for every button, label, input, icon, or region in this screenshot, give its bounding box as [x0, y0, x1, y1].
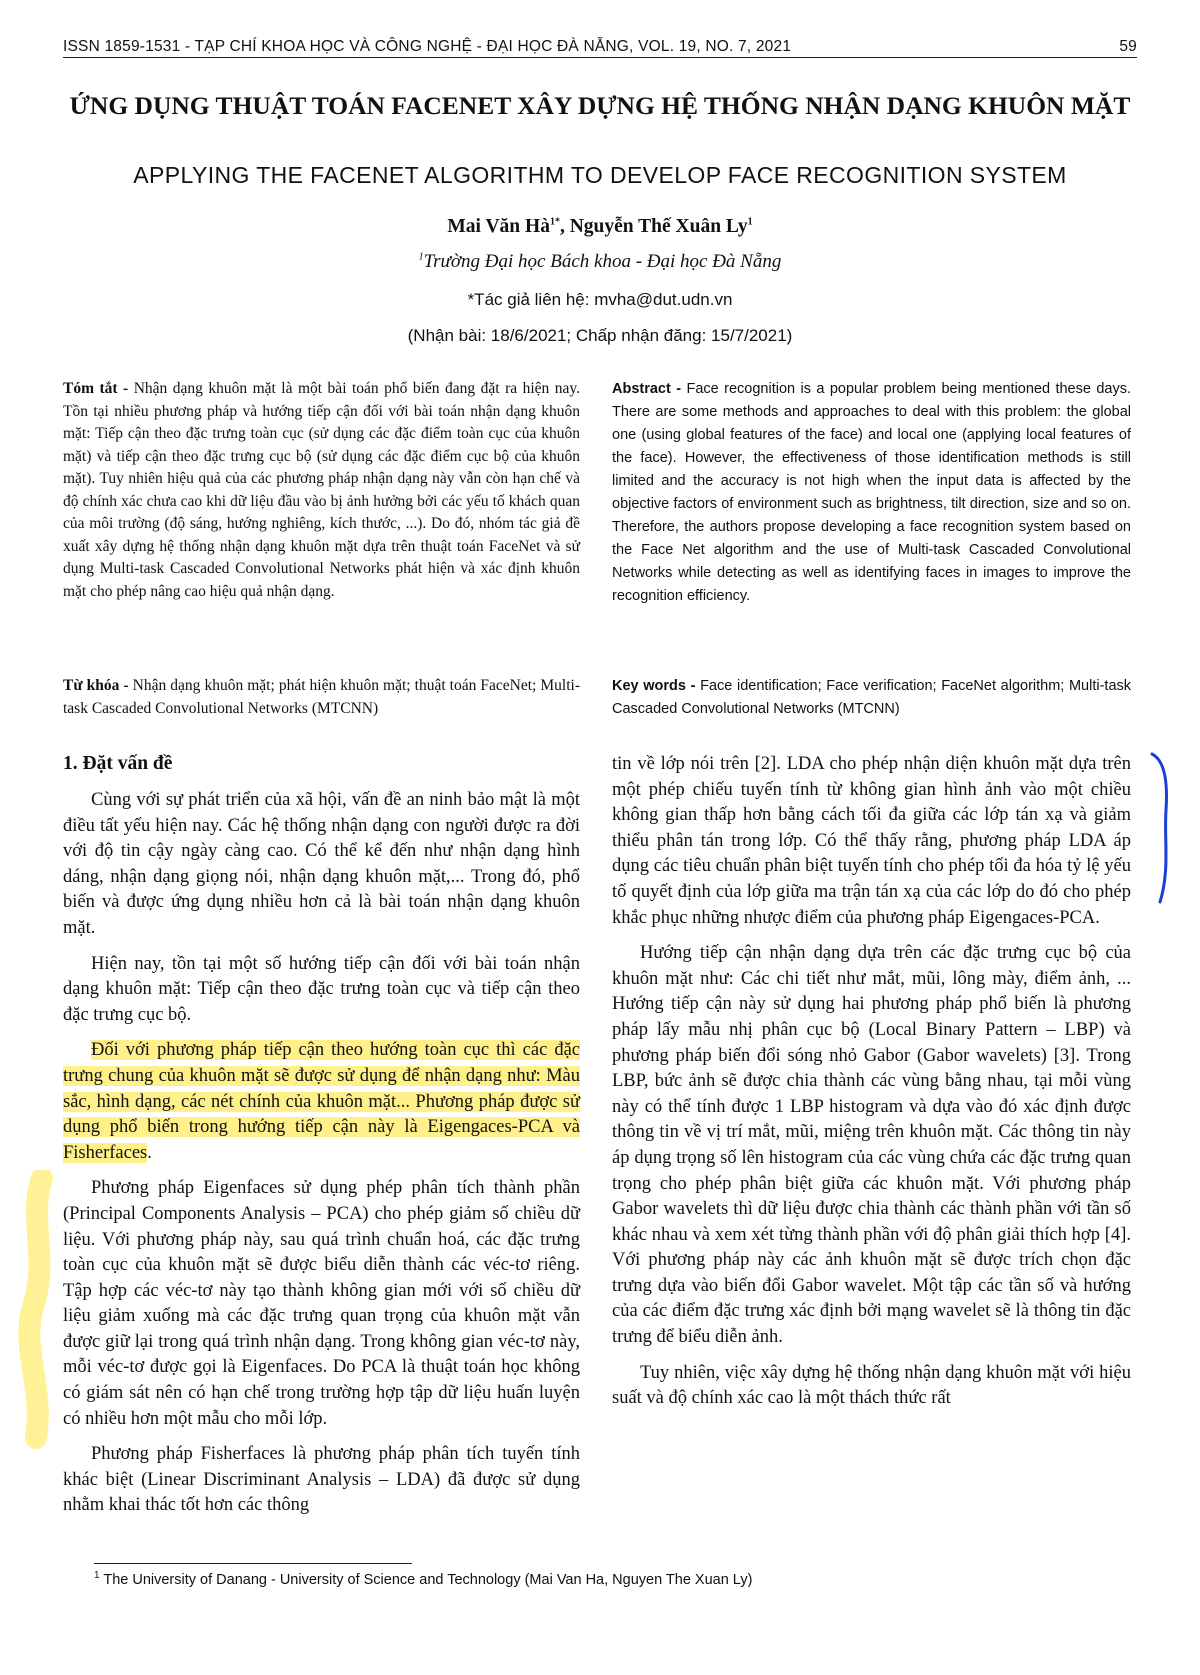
author-line — [63, 216, 1137, 238]
paragraph-6: tin về lớp nói trên [2]. LDA cho phép nhận diện khuôn mặt dựa trên một phép chiếu tuyến tính từ không gian hình ảnh vào một chiều không gian thấp hơn bằng cách tối đa giữa các lớp tán xạ và giảm thiểu phân tán trong lớp. Có thể thấy rằng, phương pháp LDA áp dụng các tiêu chuẩn phân biệt tuyến tính cho phép tối đa hóa tỷ lệ yếu tố quyết định của lớp giữa ma trận tán xạ của các lớp do đó cho phép khắc phục những nhược điểm của phương pháp Eigengaces-PCA. — [612, 754, 1131, 928]
paragraph-7: Hướng tiếp cận nhận dạng dựa trên các đặc trưng cục bộ của khuôn mặt như: Các chi tiết như mắt, mũi, lông mày, điểm ảnh, ... Hướng tiếp cận này sử dụng hai phương pháp phổ biến là phương pháp lấy mẫu nhị phân cục bộ (Local Binary Pattern – LBP) và phương pháp biến đổi sóng nhỏ Gabor (Gabor wavelets) [3]. Trong LBP, bức ảnh sẽ được chia thành các vùng bằng nhau, tại mỗi vùng này có thể tính được 1 LBP histogram và dựa vào đó xác định được thông tin về vị trí mắt, mũi, miệng trên khuôn mặt. Các thông tin này áp dụng trọng số lên histogram của các vùng chứa các đặc trưng quan trọng cho phép phân biệt giữa các khuôn mặt. Với phương pháp Gabor wavelets thì dữ liệu được chia thành các thành phần với tần số khác nhau và xem xét từng thành phần với độ phân giải thích hợp [4]. Với phương pháp này các ảnh khuôn mặt sẽ được trích chọn đặc trưng dựa vào biến đổi Gabor wavelet. Một tập các tần số và hướng của các điểm đặc trưng xác định bởi mạng wavelet sẽ là thông tin đặc trưng để biểu diễn ảnh. — [612, 943, 1131, 1348]
paragraph-3-end: . — [147, 1142, 152, 1163]
highlighted-text: Đối với phương pháp tiếp cận theo hướng toàn cục thì các đặc trưng chung của khuôn mặt sẽ được sử dụng để nhận dạng như: Màu sắc, hình dạng, các nét chính của khuôn mặt... Phương pháp được sử dụng phổ biến trong hướng tiếp cận này là Eigengaces-PCA và Fisherfaces — [63, 1040, 580, 1163]
footnote-text: The University of Danang - University of Science and Technology (Mai Van Ha, Nguyen The Xuan Ly) — [103, 1572, 753, 1588]
keywords-en-label: Key words - — [612, 678, 696, 694]
running-header — [63, 32, 1137, 56]
journal-info: ISSN 1859-1531 - TẠP CHÍ KHOA HỌC VÀ CÔNG NGHỆ - ĐẠI HỌC ĐÀ NẴNG, VOL. 19, NO. 7, 2021 — [63, 38, 792, 55]
paragraph-5: Phương pháp Fisherfaces là phương pháp phân tích tuyến tính khác biệt (Linear Discriminant Analysis – LDA) đã được sử dụng nhằm khai thác tốt hơn các thông — [63, 1444, 580, 1516]
affiliation-text: Trường Đại học Bách khoa - Đại học Đà Nẵng — [423, 251, 782, 272]
header-rule — [63, 57, 1137, 58]
footnote — [94, 1572, 1094, 1588]
abstract-en-label: Abstract - — [612, 381, 682, 397]
author-1-sup: 1* — [549, 216, 560, 228]
paragraph-1: Cùng với sự phát triển của xã hội, vấn đề an ninh bảo mật là một điều tất yếu hiện nay. Các hệ thống nhận dạng con người được ra đời với độ tin cậy ngày càng cao. Có thể kể đến như nhận dạng hình dáng, nhận dạng giọng nói, nhận dạng khuôn mặt,... Trong đó, phổ biến và được ứng dụng nhiều hơn cả là bài toán nhận dạng khuôn mặt. — [63, 790, 580, 938]
body-column-left — [63, 752, 580, 1529]
abstract-en-text: Face recognition is a popular problem being mentioned these days. There are some methods and approaches to deal with this problem: the global one (using global features of the face) and local one (applying local features of the face). However, the effectiveness of those identification methods is still limited and the accuracy is not high when the input data is affected by the objective factors of environment such as brightness, tilt direction, size and so on. Therefore, the authors propose developing a face recognition system based on the Face Net algorithm and the use of Multi-task Cascaded Convolutional Networks while detecting as well as identifying faces in images to improve the recognition efficiency. — [612, 381, 1132, 604]
abstract-vietnamese — [63, 378, 580, 603]
paragraph-8: Tuy nhiên, việc xây dựng hệ thống nhận dạng khuôn mặt với hiệu suất và độ chính xác cao là một thách thức rất — [612, 1362, 1131, 1409]
keywords-en-text: Face identification; Face verification; FaceNet algorithm; Multi-task Cascaded Convolutional Networks (MTCNN) — [612, 678, 1132, 717]
blue-pen-bracket-annotation — [1148, 750, 1178, 910]
corresponding-author: *Tác giả liên hệ: mvha@dut.udn.vn — [467, 290, 733, 309]
keywords-vietnamese — [63, 675, 580, 720]
received-dates: (Nhận bài: 18/6/2021; Chấp nhận đăng: 15/7/2021) — [407, 326, 793, 345]
author-2-sup: 1 — [747, 216, 753, 228]
footnote-rule — [94, 1563, 412, 1564]
keywords-vi-text: Nhận dạng khuôn mặt; phát hiện khuôn mặt; thuật toán FaceNet; Multi-task Cascaded Convolutional Networks (MTCNN) — [63, 677, 580, 717]
highlighter-margin-stroke — [10, 1170, 70, 1450]
affiliation-sup: 1 — [418, 251, 424, 263]
page-number: 59 — [1119, 38, 1137, 55]
author-2: , Nguyễn Thế Xuân Ly — [559, 216, 748, 237]
section-heading: 1. Đặt vấn đề — [63, 753, 173, 774]
footnote-sup: 1 — [94, 1570, 100, 1582]
keywords-english — [612, 675, 1131, 721]
abstract-vi-label: Tóm tắt - — [63, 380, 129, 397]
abstract-vi-text: Nhận dạng khuôn mặt là một bài toán phổ biến đang đặt ra hiện nay. Tồn tại nhiều phương pháp và hướng tiếp cận đối với bài toán nhận dạng khuôn mặt: Tiếp cận theo đặc trưng toàn cục (sử dụng các đặc điểm toàn cục của khuôn mặt) và tiếp cận theo đặc trưng cục bộ (sử dụng các đặc điểm cục bộ của khuôn mặt). Tuy nhiên hiệu quả của các phương pháp nhận dạng này vẫn còn hạn chế và độ chính xác chưa cao khi dữ liệu đầu vào bị ảnh hưởng bởi các yếu tố khách quan của môi trường (độ sáng, hướng nghiêng, kích thước, ...). Do đó, nhóm tác giả đề xuất xây dựng hệ thống nhận dạng khuôn mặt dựa trên thuật toán FaceNet và sử dụng Multi-task Cascaded Convolutional Networks phát hiện và xác định khuôn mặt cho phép nâng cao hiệu quả nhận dạng. — [63, 380, 580, 600]
paragraph-2: Hiện nay, tồn tại một số hướng tiếp cận đối với bài toán nhận dạng khuôn mặt: Tiếp cận theo đặc trưng toàn cục và tiếp cận theo đặc trưng cục bộ. — [63, 953, 580, 1025]
keywords-vi-label: Từ khóa - — [63, 677, 129, 694]
title-vietnamese: ỨNG DỤNG THUẬT TOÁN FACENET XÂY DỰNG HỆ THỐNG NHẬN DẠNG KHUÔN MẶT — [69, 91, 1131, 120]
abstract-english — [612, 378, 1131, 608]
author-1: Mai Văn Hà — [447, 216, 550, 237]
title-english: APPLYING THE FACENET ALGORITHM TO DEVELOP FACE RECOGNITION SYSTEM — [133, 162, 1067, 188]
paragraph-3-highlighted — [63, 1038, 580, 1166]
affiliation — [63, 251, 1137, 273]
body-column-right — [612, 752, 1131, 1422]
paragraph-4: Phương pháp Eigenfaces sử dụng phép phân tích thành phần (Principal Components Analysis – PCA) cho phép giảm số chiều dữ liệu. Với phương pháp này, sau quá trình chuẩn hoá, các đặc trưng toàn cục của khuôn mặt sẽ được biểu diễn thành các véc-tơ riêng. Tập hợp các véc-tơ này tạo thành không gian mới với số chiều dữ liệu giảm xuống mà các đặc trưng quan trọng của khuôn mặt vẫn được giữ lại trong quá trình nhận dạng. Trong không gian véc-tơ này, mỗi véc-tơ được gọi là Eigenfaces. Do PCA là thuật toán học không có giám sát nên có hạn chế trong trường hợp tập dữ liệu huấn luyện có nhiều hơn một mẫu cho mỗi lớp. — [63, 1178, 580, 1429]
